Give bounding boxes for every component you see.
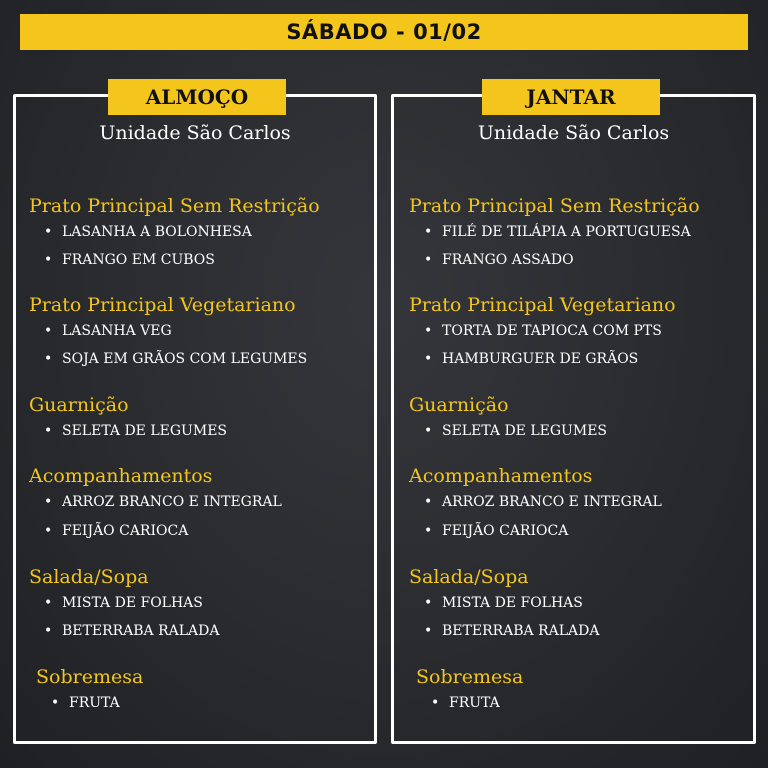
- lunch-menu-item: • BETERRABA RALADA: [44, 623, 220, 639]
- dinner-section-title: Prato Principal Vegetariano: [409, 294, 676, 316]
- lunch-section-title: Acompanhamentos: [29, 465, 213, 487]
- dinner-section-title: Sobremesa: [416, 666, 524, 688]
- dinner-menu-item: • FRUTA: [431, 695, 500, 711]
- lunch-tab-label: ALMOÇO: [108, 79, 286, 115]
- dinner-menu-item: • ARROZ BRANCO E INTEGRAL: [424, 494, 662, 510]
- date-banner: [20, 14, 748, 50]
- lunch-section-title: Prato Principal Sem Restrição: [29, 195, 320, 217]
- dinner-menu-item: • BETERRABA RALADA: [424, 623, 600, 639]
- lunch-menu-item: • MISTA DE FOLHAS: [44, 595, 203, 611]
- lunch-panel: [13, 85, 377, 744]
- lunch-section-title: Salada/Sopa: [29, 566, 149, 588]
- lunch-menu-item: • SOJA EM GRÃOS COM LEGUMES: [44, 351, 307, 367]
- dinner-menu-item: • FRANGO ASSADO: [424, 252, 574, 268]
- dinner-menu-item: • SELETA DE LEGUMES: [424, 423, 607, 439]
- dinner-panel: [391, 85, 756, 744]
- dinner-section-title: Guarnição: [409, 394, 509, 416]
- dinner-section-title: Prato Principal Sem Restrição: [409, 195, 700, 217]
- lunch-menu-item: • LASANHA A BOLONHESA: [44, 224, 252, 240]
- dinner-menu-item: • MISTA DE FOLHAS: [424, 595, 583, 611]
- date-title: SÁBADO - 01/02: [286, 20, 482, 44]
- lunch-section-title: Prato Principal Vegetariano: [29, 294, 296, 316]
- lunch-section-title: Guarnição: [29, 394, 129, 416]
- dinner-menu-item: • FEIJÃO CARIOCA: [424, 523, 568, 539]
- dinner-menu-item: • HAMBURGUER DE GRÃOS: [424, 351, 638, 367]
- dinner-tab-label: JANTAR: [482, 79, 660, 115]
- dinner-section-title: Acompanhamentos: [409, 465, 593, 487]
- dinner-unit-name: Unidade São Carlos: [477, 122, 670, 144]
- dinner-menu-item: • TORTA DE TAPIOCA COM PTS: [424, 323, 662, 339]
- lunch-unit-name: Unidade São Carlos: [99, 122, 291, 144]
- lunch-menu-item: • ARROZ BRANCO E INTEGRAL: [44, 494, 282, 510]
- dinner-menu-item: • FILÉ DE TILÁPIA A PORTUGUESA: [424, 224, 691, 240]
- lunch-menu-item: • FRANGO EM CUBOS: [44, 252, 215, 268]
- dinner-section-title: Salada/Sopa: [409, 566, 529, 588]
- lunch-section-title: Sobremesa: [36, 666, 144, 688]
- lunch-menu-item: • FEIJÃO CARIOCA: [44, 523, 188, 539]
- lunch-menu-item: • SELETA DE LEGUMES: [44, 423, 227, 439]
- lunch-menu-item: • FRUTA: [51, 695, 120, 711]
- lunch-menu-item: • LASANHA VEG: [44, 323, 172, 339]
